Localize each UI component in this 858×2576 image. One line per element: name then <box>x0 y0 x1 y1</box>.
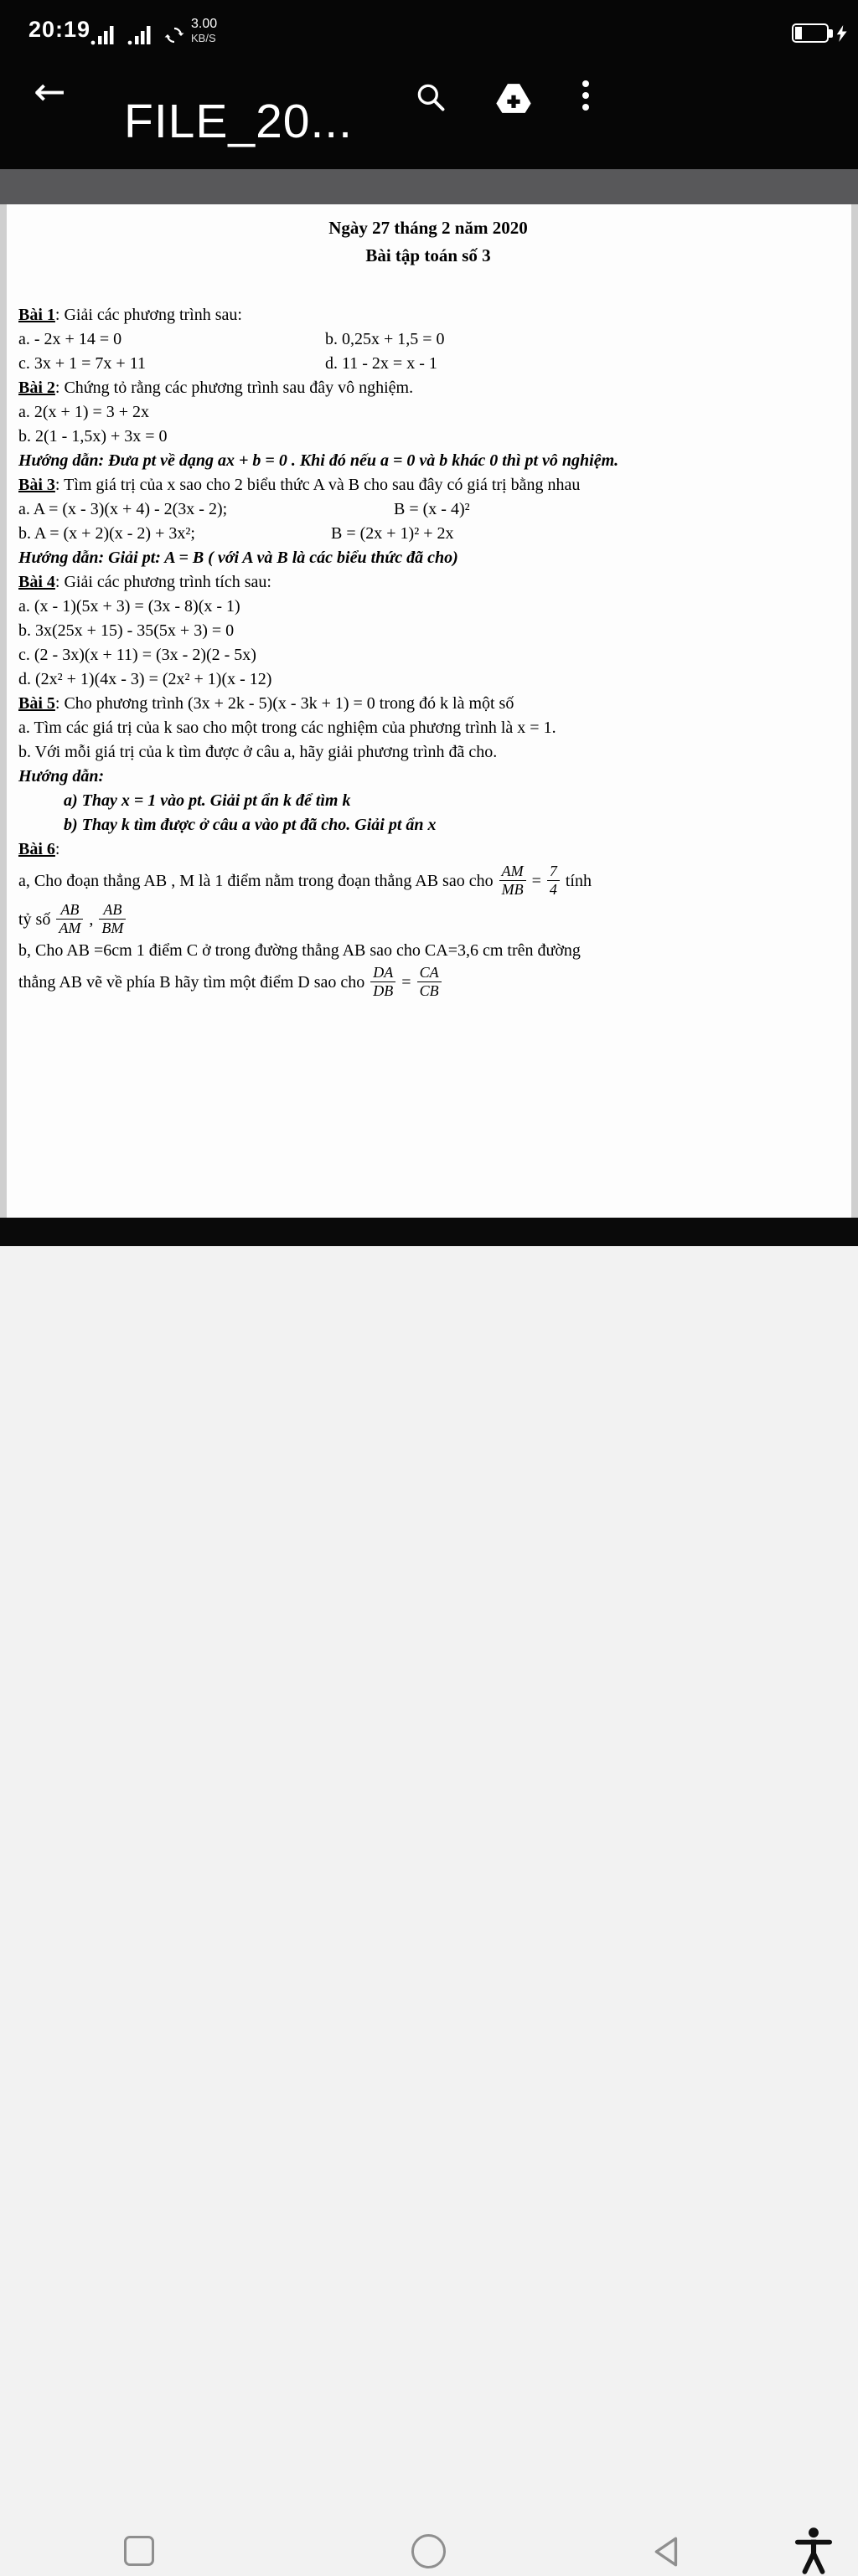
bai3-hint: Hướng dẫn: Giải pt: A = B ( với A và B là các biểu thức đã cho) <box>18 549 458 567</box>
battery-icon <box>792 23 829 43</box>
fraction-da-db: $\frac{DA}{DB}$ <box>370 964 395 999</box>
bai1-label: Bài 1 <box>18 306 55 324</box>
document-viewer[interactable] <box>0 204 858 1218</box>
doc-line <box>18 837 838 862</box>
bai3-text: : Tìm giá trị của x sao cho 2 biểu thức A và B cho sau đây có giá trị bằng nhau <box>54 476 581 494</box>
doc-heading: Bài tập toán số 3 <box>365 245 491 265</box>
doc-line <box>18 522 838 546</box>
eq-5b: b. Với mỗi giá trị của k tìm được ở câu a, hãy giải phương trình đã cho. <box>18 743 498 761</box>
back-button[interactable]: ← <box>34 69 66 114</box>
doc-line <box>18 692 838 716</box>
back-button-icon[interactable] <box>650 2534 685 2569</box>
fraction-7-4: $\frac{7}{4}$ <box>547 863 560 898</box>
ratio-label: tỷ số <box>18 910 51 929</box>
eq-3a-right: B = (x - 4)² <box>394 500 470 518</box>
equals-sign: = <box>531 872 541 890</box>
doc-line <box>18 497 838 522</box>
fraction-ab-bm: $\frac{AB}{BM}$ <box>99 901 126 936</box>
bai4-label: Bài 4 <box>18 573 55 591</box>
bai5-label: Bài 5 <box>18 694 55 713</box>
doc-line <box>18 327 838 352</box>
status-time: 20:19 <box>28 17 91 42</box>
bai5-hint-b: b) Thay k tìm được ở câu a vào pt đã cho. Giải pt ẩn x <box>64 816 437 834</box>
overflow-menu-icon[interactable] <box>581 80 590 111</box>
doc-line <box>18 352 838 376</box>
bai4-text: : Giải các phương trình tích sau: <box>54 573 271 591</box>
charging-bolt-icon <box>836 25 848 42</box>
bai2-label: Bài 2 <box>18 379 55 397</box>
bai5-hint-label: Hướng dẫn: <box>18 767 105 786</box>
home-button-icon[interactable] <box>411 2534 446 2568</box>
search-icon[interactable] <box>415 81 447 113</box>
doc-line <box>18 570 838 595</box>
bai6-colon: : <box>54 840 60 858</box>
file-title: FILE_20... <box>124 95 353 148</box>
doc-line <box>18 376 838 400</box>
bai6-a-text: a, Cho đoạn thẳng AB , M là 1 điểm nằm trong đoạn thẳng AB sao cho <box>18 872 494 890</box>
bai3-label: Bài 3 <box>18 476 55 494</box>
network-speed-unit: KB/S <box>191 32 216 44</box>
eq-1a: a. - 2x + 14 = 0 <box>18 330 122 348</box>
bai6-line-a <box>18 862 838 900</box>
eq-4d: d. (2x² + 1)(4x - 3) = (2x² + 1)(x - 12) <box>18 670 272 688</box>
bai6-label: Bài 6 <box>18 840 55 858</box>
bai6-b-text: thẳng AB vẽ về phía B hãy tìm một điểm D sao cho <box>18 973 365 992</box>
bai6-a-tail: tính <box>565 872 592 890</box>
fraction-ab-am: $\frac{AB}{AM}$ <box>56 901 83 936</box>
viewer-band <box>0 169 858 204</box>
bai5-text: : Cho phương trình (3x + 2k - 5)(x - 3k + 1) = 0 trong đó k là một số <box>54 694 514 713</box>
eq-3a-left: a. A = (x - 3)(x + 4) - 2(3x - 2); <box>18 500 228 518</box>
bai2-hint: Hướng dẫn: Đưa pt về dạng ax + b = 0 . Khi đó nếu a = 0 và b khác 0 thì pt vô nghiệm. <box>18 451 619 470</box>
network-speed-value: 3.00 <box>191 17 218 31</box>
eq-5a: a. Tìm các giá trị của k sao cho một trong các nghiệm của phương trình là x = 1. <box>18 719 556 737</box>
eq-1d: d. 11 - 2x = x - 1 <box>325 354 437 373</box>
navigation-bar <box>0 1246 858 1811</box>
eq-2a: a. 2(x + 1) = 3 + 2x <box>18 403 150 421</box>
data-sync-icon <box>163 25 186 45</box>
network-speed <box>191 17 217 45</box>
recents-button-icon[interactable] <box>124 2536 154 2566</box>
cellular-signal-icon <box>90 23 117 45</box>
cellular-signal-icon-2 <box>127 23 154 45</box>
eq-1b: b. 0,25x + 1,5 = 0 <box>325 330 445 348</box>
eq-4b: b. 3x(25x + 15) - 35(5x + 3) = 0 <box>18 621 235 640</box>
fraction-ca-cb: $\frac{CA}{CB}$ <box>417 964 442 999</box>
document-page <box>7 204 851 1218</box>
eq-3b-left: b. A = (x + 2)(x - 2) + 3x²; <box>18 524 195 543</box>
bai1-text: : Giải các phương trình sau: <box>54 306 242 324</box>
eq-2b: b. 2(1 - 1,5x) + 3x = 0 <box>18 427 168 446</box>
eq-1c: c. 3x + 1 = 7x + 11 <box>18 354 146 373</box>
eq-4a: a. (x - 1)(5x + 3) = (3x - 8)(x - 1) <box>18 597 240 616</box>
bai6-b-line2 <box>18 963 838 1002</box>
eq-3b-right: B = (2x + 1)² + 2x <box>331 524 454 543</box>
doc-date: Ngày 27 tháng 2 năm 2020 <box>328 218 528 238</box>
accessibility-icon[interactable] <box>794 2526 833 2576</box>
doc-line <box>18 303 838 327</box>
viewer-bottom-band <box>0 1218 858 1246</box>
app-header <box>0 0 858 169</box>
bai5-hint-a: a) Thay x = 1 vào pt. Giải pt ẩn k để tìm k <box>64 791 351 810</box>
bai6-b-line1: b, Cho AB =6cm 1 điểm C ở trong đường thẳng AB sao cho CA=3,6 cm trên đường <box>18 941 581 960</box>
doc-line <box>18 473 838 497</box>
bai2-text: : Chứng tỏ rằng các phương trình sau đây vô nghiệm. <box>54 379 414 397</box>
bai6-line-ratio <box>18 900 838 939</box>
equals-sign-2: = <box>401 973 411 992</box>
add-to-drive-icon[interactable] <box>496 83 531 114</box>
eq-4c: c. (2 - 3x)(x + 11) = (3x - 2)(2 - 5x) <box>18 646 256 664</box>
fraction-am-mb: $\frac{AM}{MB}$ <box>499 863 526 898</box>
comma: , <box>89 910 94 929</box>
